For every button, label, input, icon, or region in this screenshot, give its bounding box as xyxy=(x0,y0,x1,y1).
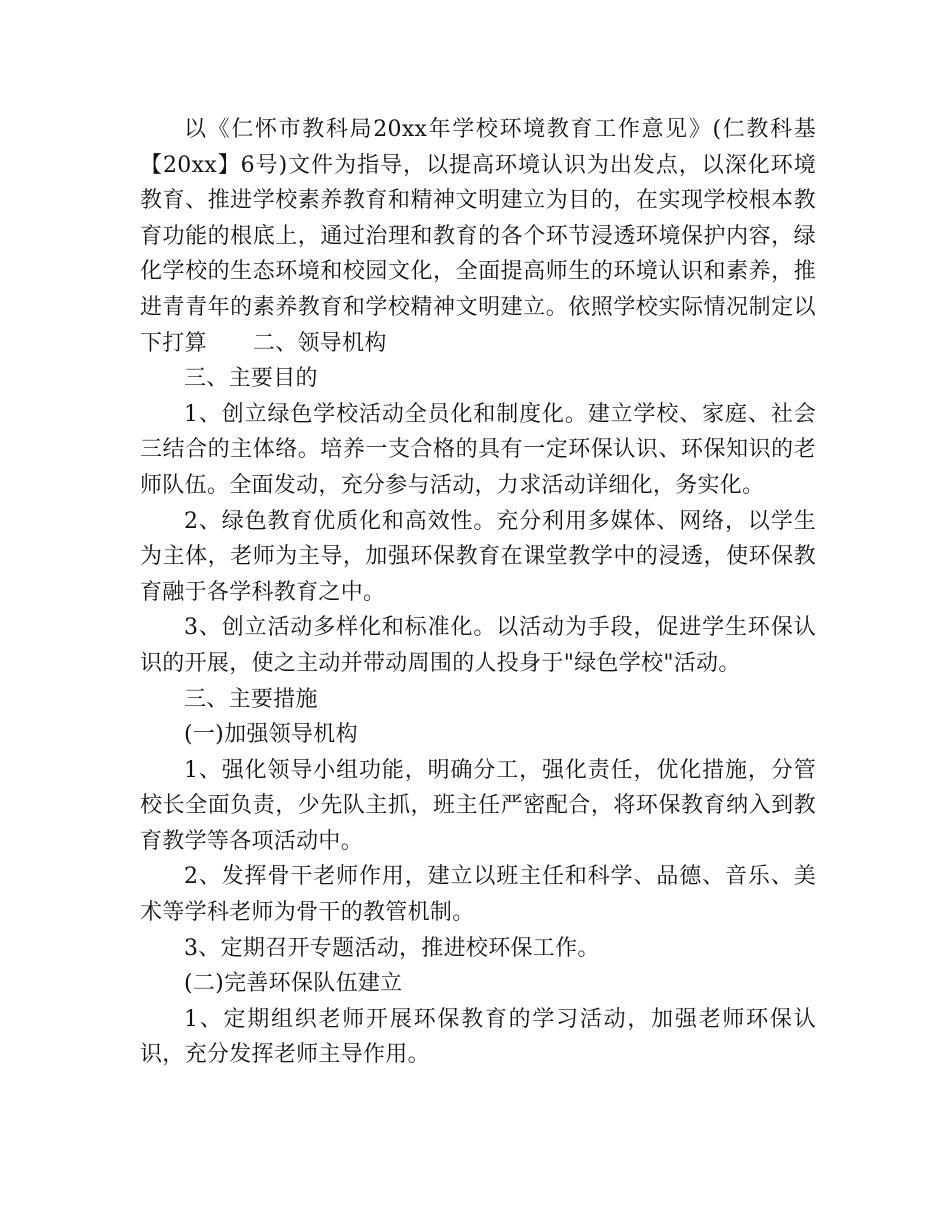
subheading-strengthen-leadership: (一)加强领导机构 xyxy=(184,722,358,748)
paragraph-intro xyxy=(140,112,816,361)
paragraph-measure-1-2: 2、发挥骨干老师作用，建立以班主任和科学、品德、音乐、美术等学科老师为骨干的教管机制。 xyxy=(140,864,816,926)
heading-main-goals: 三、主要目的 xyxy=(184,366,318,392)
paragraph-measure-1-1: 1、强化领导小组功能，明确分工，强化责任，优化措施，分管校长全面负责，少先队主抓，班主任严密配合，将环保教育纳入到教育教学等各项活动中。 xyxy=(140,757,816,854)
paragraph-goal-3: 3、创立活动多样化和标准化。以活动为手段，促进学生环保认识的开展，使之主动并带动周围的人投身于"绿色学校"活动。 xyxy=(140,615,816,676)
document-body xyxy=(140,112,816,1073)
heading-leadership-org: 二、领导机构 xyxy=(252,330,387,356)
paragraph-goal-2: 2、绿色教育优质化和高效性。充分利用多媒体、网络，以学生为主体，老师为主导，加强环保教育在课堂教学中的浸透，使环保教育融于各学科教育之中。 xyxy=(140,508,816,605)
paragraph-goal-1: 1、创立绿色学校活动全员化和制度化。建立学校、家庭、社会三结合的主体络。培养一支合格的具有一定环保认识、环保知识的老师队伍。全面发动，充分参与活动，力求活动详细化，务实化。 xyxy=(140,401,816,498)
heading-main-measures: 三、主要措施 xyxy=(184,686,318,712)
paragraph-intro-text: 以《仁怀市教科局20xx年学校环境教育工作意见》(仁教科基【20xx】6号)文件为指导，以提高环境认识为出发点，以深化环境教育、推进学校素养教育和精神文明建立为目的，在实现学校根本教育功能的根底上，通过治理和教育的各个环节浸透环境保护内容，绿化学校的生态环境和校园文化，全面提高师生的环境认识和素养，推进青青年的素养教育和学校精神文明建立。依照学校实际情况制定以下打算 xyxy=(140,117,816,356)
paragraph-measure-2-1: 1、定期组织老师开展环保教育的学习活动，加强老师环保认识，充分发挥老师主导作用。 xyxy=(140,1006,816,1068)
subheading-improve-team: (二)完善环保队伍建立 xyxy=(184,971,403,997)
paragraph-measure-1-3: 3、定期召开专题活动，推进校环保工作。 xyxy=(184,935,600,961)
